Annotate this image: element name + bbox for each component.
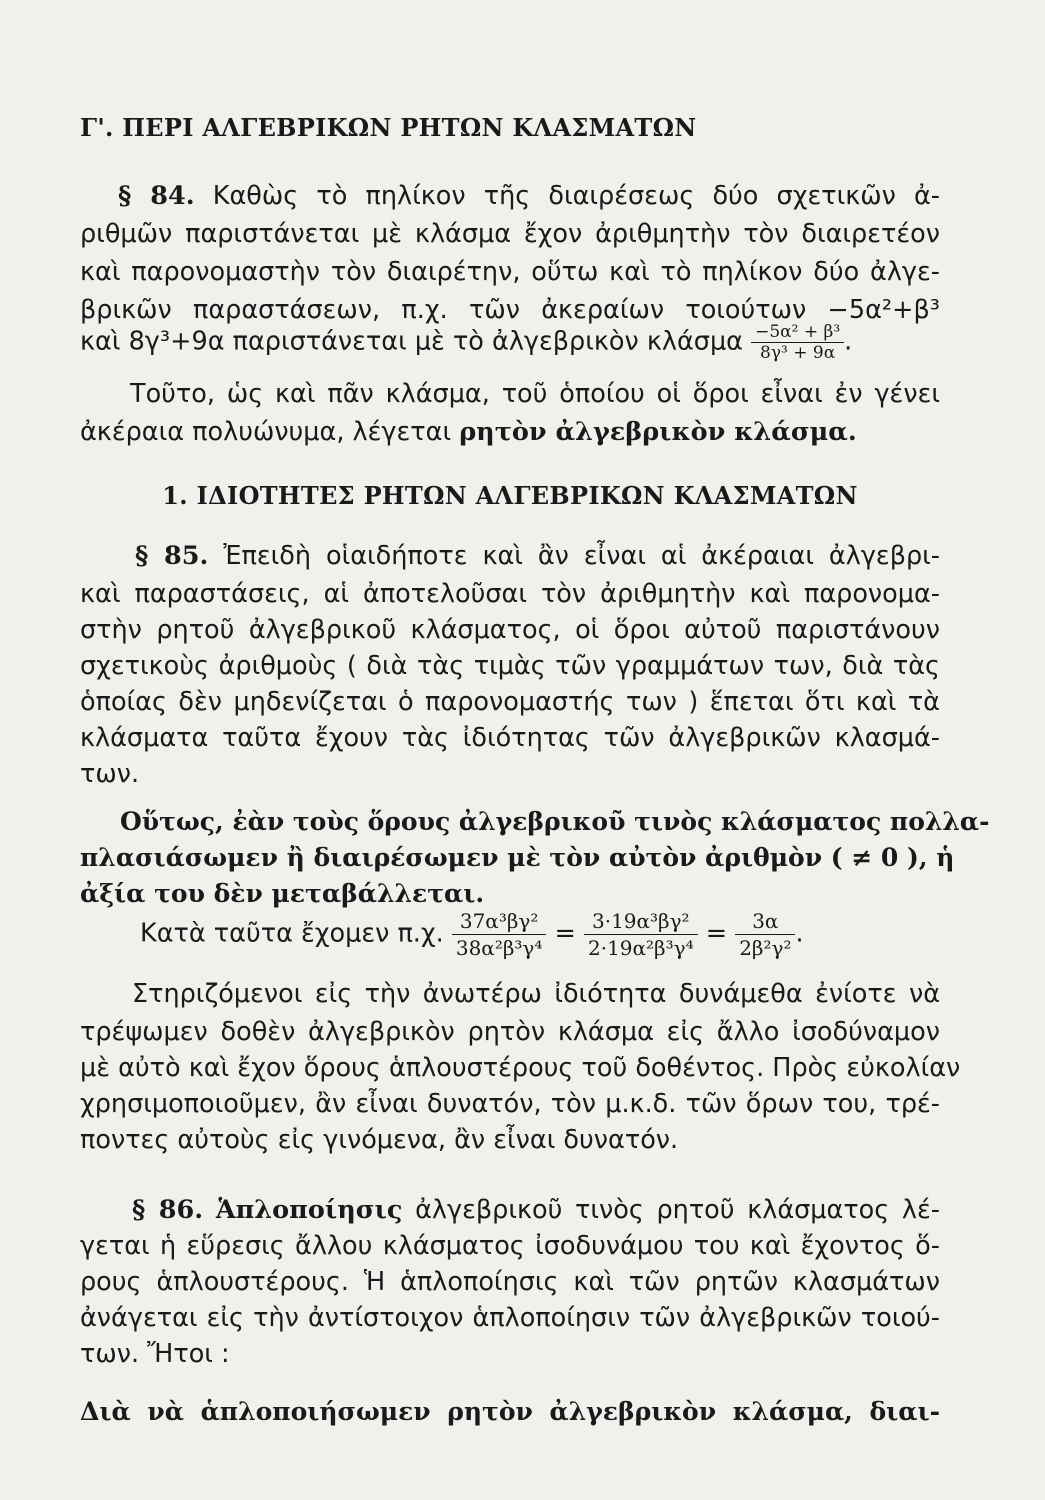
section-heading: Γ'. ΠΕΡΙ ΑΛΓΕΒΡΙΚΩΝ ΡΗΤΩΝ ΚΛΑΣΜΑΤΩΝ: [80, 113, 697, 142]
subsection-heading: 1. ΙΔΙΟΤΗΤΕΣ ΡΗΤΩΝ ΑΛΓΕΒΡΙΚΩΝ ΚΛΑΣΜΑΤΩΝ: [162, 481, 858, 510]
paragraph-85-line-2: καὶ παραστάσεις, αἱ ἀποτελοῦσαι τὸν ἀριθμητὴν καὶ παρονομα-: [80, 579, 940, 609]
paragraph-85-cont-line-2: τρέψωμεν δοθὲν ἀλγεβρικὸν ρητὸν κλάσμα εἰς ἄλλο ἰσοδύναμον: [80, 1017, 940, 1047]
paragraph-84-line-6: Τοῦτο, ὡς καὶ πᾶν κλάσμα, τοῦ ὁποίου οἱ ὅροι εἶναι ἐν γένει: [130, 379, 940, 409]
paragraph-85-number: § 85.: [135, 541, 209, 571]
fraction-2: $\frac{\text{3·19α³βγ²}}{\text{2·19α²β³γ⁴}}$: [584, 908, 698, 961]
rule-line-1: Οὕτως, ἐὰν τοὺς ὅρους ἀλγεβρικοῦ τινὸς κλάσματος πολλα-: [120, 807, 990, 836]
paragraph-85-line-1: § 85. Ἐπειδὴ οἱαιδήποτε καὶ ἂν εἶναι αἱ ἀκέραιαι ἀλγεβρι-: [135, 541, 940, 571]
paragraph-86-line-5: των. Ἤτοι :: [80, 1339, 230, 1369]
paragraph-85-line-3: στὴν ρητοῦ ἀλγεβρικοῦ κλάσματος, οἱ ὅροι αὐτοῦ παριστάνουν: [80, 615, 940, 645]
paragraph-85-line-7: των.: [80, 759, 140, 789]
paragraph-85-cont-line-4: χρησιμοποιοῦμεν, ἂν εἶναι δυνατόν, τὸν μ.κ.δ. τῶν ὅρων του, τρέ-: [80, 1089, 940, 1119]
paragraph-84-line-5: καὶ 8γ³+9α παριστάνεται μὲ τὸ ἀλγεβρικὸν κλάσμα $\frac{\text{−5α² + β³}}{\text{8γ³ + 9α}}$ .: [80, 322, 853, 363]
paragraph-85-line-4: σχετικοὺς ἀριθμοὺς ( διὰ τὰς τιμὰς τῶν γραμμάτων των, διὰ τὰς: [80, 651, 940, 681]
paragraph-84-line-3: καὶ παρονομαστὴν τὸν διαιρέτην, οὕτω καὶ τὸ πηλίκον δύο ἀλγε-: [80, 257, 940, 287]
paragraph-85-cont-line-1: Στηριζόμενοι εἰς τὴν ἀνωτέρω ἰδιότητα δυνάμεθα ἐνίοτε νὰ: [132, 979, 940, 1009]
paragraph-86-line-1: § 86. Ἁπλοποίησις ἀλγεβρικοῦ τινὸς ρητοῦ κλάσματος λέ-: [132, 1195, 941, 1225]
paragraph-84-line-1: § 84. Καθὼς τὸ πηλίκον τῆς διαιρέσεως δύο σχετικῶν ἀ-: [118, 181, 940, 211]
paragraph-84-number: § 84.: [118, 181, 195, 211]
fraction-numerator: −5α² + β³: [751, 322, 844, 343]
paragraph-84-line-7: ἀκέραια πολυώνυμα, λέγεται ρητὸν ἀλγεβρικὸν κλάσμα.: [80, 417, 857, 447]
paragraph-84-line-4: βρικῶν παραστάσεων, π.χ. τῶν ἀκεραίων τοιούτων −5α²+β³: [80, 295, 940, 325]
paragraph-85-cont-line-3: μὲ αὐτὸ καὶ ἔχον ὅρους ἁπλουστέρους τοῦ δοθέντος. Πρὸς εὐκολίαν: [80, 1053, 961, 1083]
fraction-1: $\frac{\text{37α³βγ²}}{\text{38α²β³γ⁴}}$: [452, 908, 547, 961]
fraction-example-84: [751, 322, 844, 363]
paragraph-84-line-2: ριθμῶν παριστάνεται μὲ κλάσμα ἔχον ἀριθμητὴν τὸν διαιρετέον: [80, 219, 940, 249]
defined-term: ρητὸν ἀλγεβρικὸν κλάσμα.: [459, 417, 857, 447]
paragraph-85-line-6: κλάσματα ταῦτα ἔχουν τὰς ἰδιότητας τῶν ἀλγεβρικῶν κλασμά-: [80, 723, 940, 753]
paragraph-86-number: § 86.: [132, 1195, 204, 1225]
paragraph-86-line-4: ἀνάγεται εἰς τὴν ἀντίστοιχον ἁπλοποίησιν τῶν ἀλγεβρικῶν τοιού-: [80, 1303, 940, 1333]
paragraph-86-line-3: ρους ἁπλουστέρους. Ἡ ἁπλοποίησις καὶ τῶν ρητῶν κλασμάτων: [80, 1267, 940, 1297]
equals-sign: =: [705, 918, 728, 949]
defined-term: Ἁπλοποίησις: [215, 1195, 403, 1225]
paragraph-85-cont-line-5: ποντες αὐτοὺς εἰς γινόμενα, ἂν εἶναι δυνατόν.: [80, 1125, 679, 1155]
rule-line-2: πλασιάσωμεν ἢ διαιρέσωμεν μὲ τὸν αὐτὸν ἀριθμὸν ( ≠ 0 ), ἡ: [80, 843, 955, 872]
equals-sign: =: [554, 918, 576, 949]
rule-line-3: ἀξία του δὲν μεταβάλλεται.: [80, 879, 485, 908]
paragraph-86-bold-line: Διὰ νὰ ἁπλοποιήσωμεν ρητὸν ἀλγεβρικὸν κλάσμα, διαι-: [80, 1397, 940, 1426]
paragraph-85-line-5: ὁποίας δὲν μηδενίζεται ὁ παρονομαστής των ) ἕπεται ὅτι καὶ τὰ: [80, 687, 940, 717]
paragraph-86-line-2: γεται ἡ εὕρεσις ἄλλου κλάσματος ἰσοδυνάμου του καὶ ἔχοντος ὅ-: [80, 1231, 940, 1261]
fraction-denominator: 8γ³ + 9α: [760, 343, 836, 363]
example-equation: Κατὰ ταῦτα ἔχομεν π.χ. $\frac{\text{37α³βγ²}}{\text{38α²β³γ⁴}}$ = $\frac{\text{3·19α³βγ²}}{\text{2·19α²β³γ⁴}}$ = $\frac{3\alpha}{\text{2β²γ²}}$ .: [140, 909, 804, 960]
fraction-3: $\frac{3\alpha}{\text{2β²γ²}}$: [735, 908, 795, 961]
